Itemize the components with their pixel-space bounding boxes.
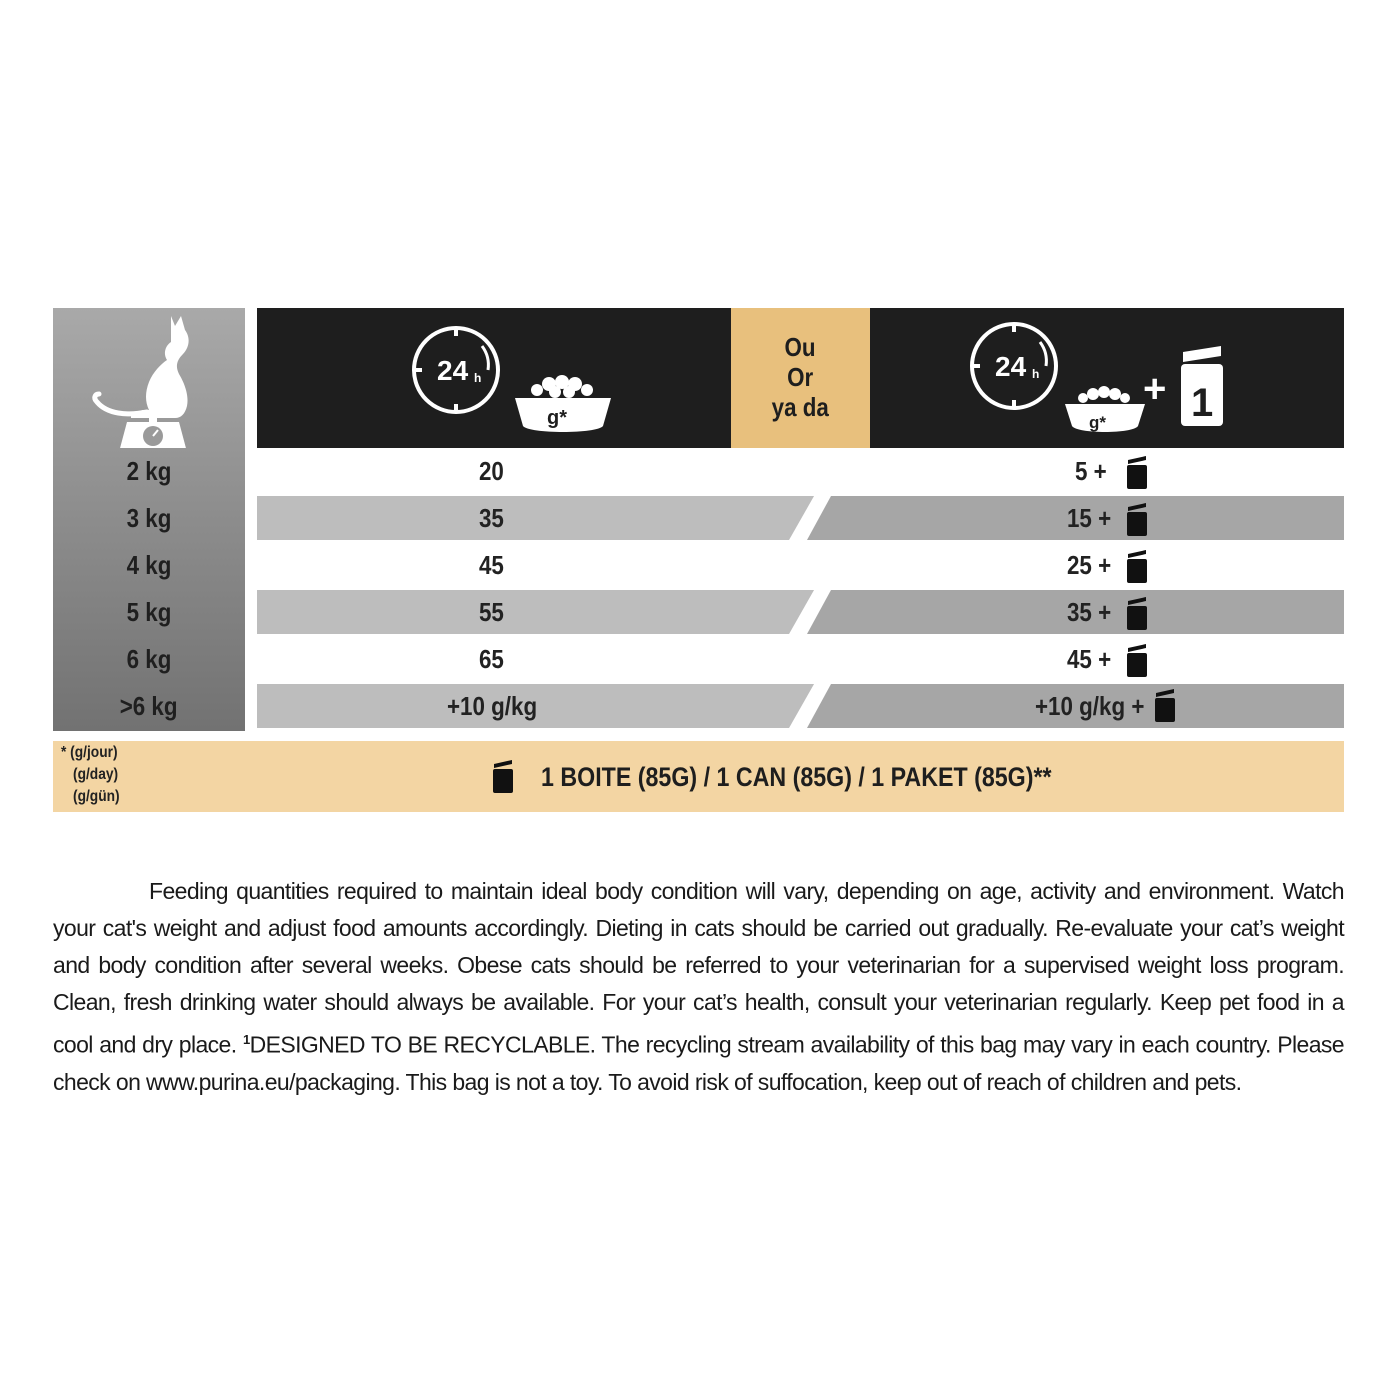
mixed-amount: 35 + xyxy=(1067,597,1112,627)
row-background xyxy=(257,684,1344,728)
table-row xyxy=(257,543,1344,587)
can-size-info: 1 BOITE (85G) / 1 CAN (85G) / 1 PAKET (85G)** xyxy=(541,762,1052,792)
dry-amount: 20 xyxy=(479,456,504,486)
notice-text: Feeding quantities required to maintain ideal body condition will vary, depending on age, activity and environment. Watch your cat's weight and adjust food amounts accordingly. Dieting in cats should be carried out gradually. Re-evaluate your cat’s weight and body condition after several weeks. Obese cats should be referred to your veterinarian for a supervised weight loss program. Clean, fresh drinking water should always be available. For your cat’s health, consult your veterinarian regularly. Keep pet food in a cool and dry place. xyxy=(53,878,1344,1058)
dry-food-24h-icon xyxy=(407,316,637,446)
or-separator xyxy=(731,308,870,448)
or-word: ya da xyxy=(771,392,830,422)
unit-footnote: (g/gün) xyxy=(73,788,120,805)
svg-text:h: h xyxy=(474,371,482,385)
table-row xyxy=(257,590,1344,634)
svg-text:+: + xyxy=(1143,367,1167,411)
row-background xyxy=(257,590,1344,634)
weight-label: 2 kg xyxy=(126,456,172,486)
or-word: Or xyxy=(787,362,814,392)
unit-footnote: * (g/jour) xyxy=(61,744,118,761)
unit-footnote: (g/day) xyxy=(73,766,119,783)
mixed-food-24h-icon xyxy=(965,316,1245,446)
table-row xyxy=(257,449,1344,493)
can-icon xyxy=(1125,596,1149,630)
svg-text:h: h xyxy=(1032,367,1040,381)
svg-text:g*: g* xyxy=(547,407,567,429)
can-icon xyxy=(1125,643,1149,677)
mixed-amount: 15 + xyxy=(1067,503,1112,533)
table-row xyxy=(257,637,1344,681)
can-icon xyxy=(1125,455,1149,489)
can-icon xyxy=(1153,688,1177,722)
mixed-amount: 25 + xyxy=(1067,550,1112,580)
weight-label: 6 kg xyxy=(126,644,172,674)
svg-text:g*: g* xyxy=(1089,413,1106,432)
table-row xyxy=(257,496,1344,540)
svg-text:24: 24 xyxy=(437,355,469,386)
weight-label: 5 kg xyxy=(126,597,172,627)
can-icon xyxy=(1125,502,1149,536)
feeding-notice xyxy=(53,873,1344,1101)
notice-superscript: 1 xyxy=(242,1032,250,1047)
svg-text:1: 1 xyxy=(1191,381,1214,425)
or-word: Ou xyxy=(784,332,817,362)
mixed-amount: +10 g/kg + xyxy=(1035,691,1145,721)
dry-amount: 35 xyxy=(479,503,504,533)
weight-column xyxy=(53,308,245,731)
svg-text:24: 24 xyxy=(995,351,1027,382)
mixed-amount: 5 + xyxy=(1075,456,1107,486)
can-icon xyxy=(491,759,515,793)
dry-amount: 45 xyxy=(479,550,504,580)
dry-amount: +10 g/kg xyxy=(447,691,538,721)
weight-label: >6 kg xyxy=(120,691,178,721)
weight-label: 3 kg xyxy=(126,503,172,533)
notice-text-recycling: DESIGNED TO BE RECYCLABLE. The recycling stream availability of this bag may vary in each country. Please check on www.purina.eu/packaging. This bag is not a toy. To avoid risk of suffocation, keep out of reach of children and pets. xyxy=(53,1031,1344,1095)
cat-on-scale-icon xyxy=(53,308,245,448)
footnote-band xyxy=(53,741,1344,812)
dry-amount: 65 xyxy=(479,644,504,674)
row-background xyxy=(257,496,1344,540)
table-row xyxy=(257,684,1344,728)
weight-label: 4 kg xyxy=(126,550,172,580)
dry-amount: 55 xyxy=(479,597,504,627)
mixed-amount: 45 + xyxy=(1067,644,1112,674)
can-icon xyxy=(1125,549,1149,583)
